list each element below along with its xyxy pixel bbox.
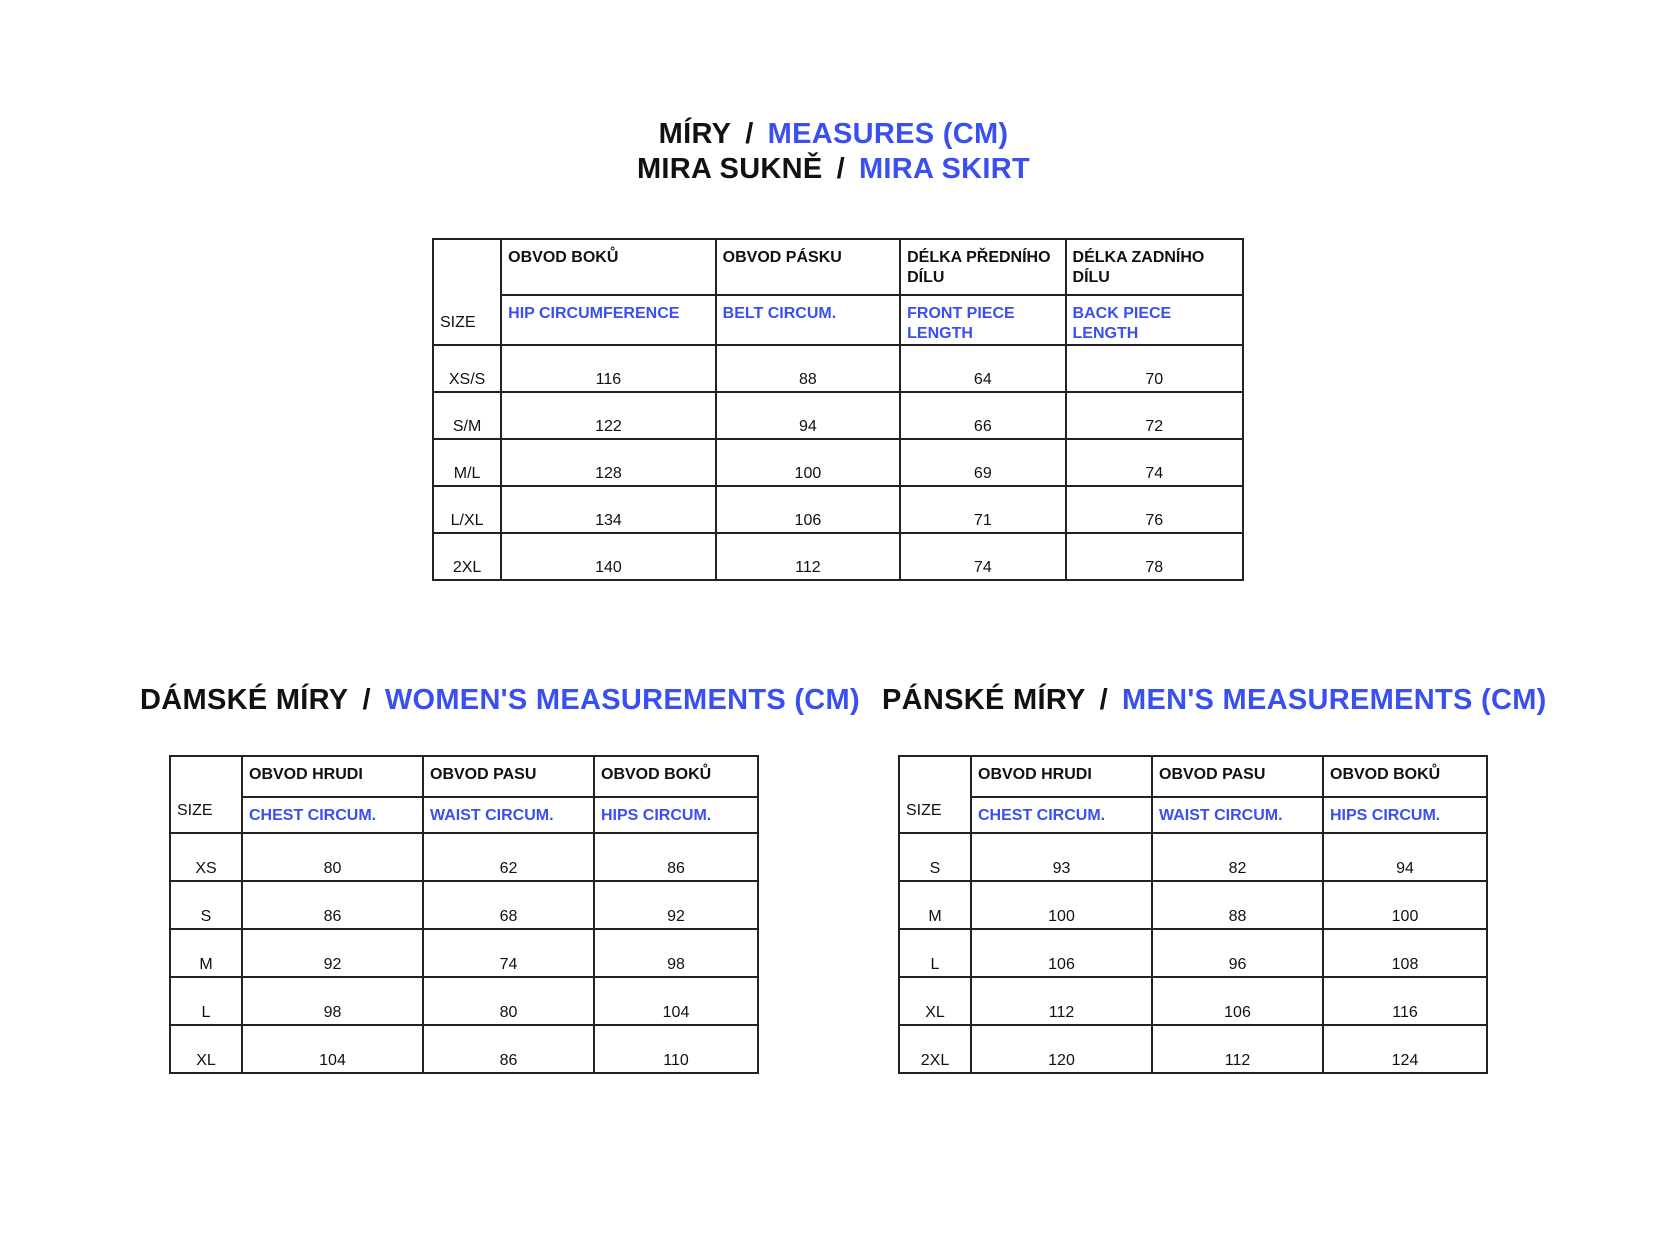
column-header-cz: OBVOD PASU — [423, 756, 594, 797]
value-cell: 94 — [1323, 833, 1487, 881]
table-header-row — [899, 797, 1487, 833]
title-separator: / — [362, 684, 371, 716]
value-cell: 93 — [971, 833, 1152, 881]
size-cell: XS/S — [433, 345, 501, 392]
main-title — [0, 117, 1667, 187]
value-cell: 69 — [900, 439, 1065, 486]
men-title-cz: PÁNSKÉ MÍRY — [882, 684, 1086, 716]
size-cell: M — [170, 929, 242, 977]
value-cell: 106 — [971, 929, 1152, 977]
table-header-row — [170, 756, 758, 797]
size-header: SIZE — [433, 239, 501, 345]
value-cell: 68 — [423, 881, 594, 929]
value-cell: 104 — [242, 1025, 423, 1073]
men-size-table — [898, 755, 1488, 1074]
size-cell: L/XL — [433, 486, 501, 533]
column-header-cz: OBVOD BOKŮ — [594, 756, 758, 797]
size-cell: L — [899, 929, 971, 977]
value-cell: 74 — [423, 929, 594, 977]
column-header-en: BELT CIRCUM. — [716, 295, 900, 345]
women-title-en: WOMEN'S MEASUREMENTS (CM) — [384, 684, 860, 716]
value-cell: 92 — [242, 929, 423, 977]
value-cell: 76 — [1066, 486, 1243, 533]
size-cell: M — [899, 881, 971, 929]
value-cell: 120 — [971, 1025, 1152, 1073]
column-header-cz: OBVOD PÁSKU — [716, 239, 900, 295]
value-cell: 78 — [1066, 533, 1243, 580]
table-row — [433, 345, 1243, 392]
value-cell: 64 — [900, 345, 1065, 392]
size-cell: XS — [170, 833, 242, 881]
title-separator: / — [745, 118, 754, 150]
value-cell: 82 — [1152, 833, 1323, 881]
value-cell: 112 — [716, 533, 900, 580]
women-size-table — [169, 755, 759, 1074]
value-cell: 74 — [1066, 439, 1243, 486]
table-row — [433, 392, 1243, 439]
table-row — [899, 833, 1487, 881]
value-cell: 116 — [1323, 977, 1487, 1025]
value-cell: 62 — [423, 833, 594, 881]
value-cell: 108 — [1323, 929, 1487, 977]
value-cell: 140 — [501, 533, 716, 580]
table-header-row — [433, 239, 1243, 295]
value-cell: 74 — [900, 533, 1065, 580]
table-row — [433, 439, 1243, 486]
men-title-en: MEN'S MEASUREMENTS (CM) — [1122, 684, 1547, 716]
value-cell: 66 — [900, 392, 1065, 439]
value-cell: 88 — [1152, 881, 1323, 929]
value-cell: 128 — [501, 439, 716, 486]
value-cell: 122 — [501, 392, 716, 439]
size-cell: M/L — [433, 439, 501, 486]
table-header-row — [170, 797, 758, 833]
value-cell: 96 — [1152, 929, 1323, 977]
value-cell: 80 — [242, 833, 423, 881]
title-product-cz: MIRA SUKNĚ — [636, 153, 823, 185]
value-cell: 92 — [594, 881, 758, 929]
table-header-row — [433, 295, 1243, 345]
value-cell: 134 — [501, 486, 716, 533]
column-header-cz: OBVOD PASU — [1152, 756, 1323, 797]
column-header-cz: OBVOD BOKŮ — [501, 239, 716, 295]
column-header-en: CHEST CIRCUM. — [242, 797, 423, 833]
value-cell: 80 — [423, 977, 594, 1025]
column-header-en: HIPS CIRCUM. — [594, 797, 758, 833]
value-cell: 106 — [1152, 977, 1323, 1025]
size-header: SIZE — [899, 756, 971, 833]
value-cell: 70 — [1066, 345, 1243, 392]
size-cell: S — [899, 833, 971, 881]
column-header-en: CHEST CIRCUM. — [971, 797, 1152, 833]
table-row — [170, 1025, 758, 1073]
table-header-row — [899, 756, 1487, 797]
women-title-cz: DÁMSKÉ MÍRY — [140, 684, 349, 716]
title-line-1 — [0, 117, 1667, 152]
table-row — [433, 533, 1243, 580]
table-row — [170, 881, 758, 929]
value-cell: 112 — [971, 977, 1152, 1025]
size-cell: 2XL — [899, 1025, 971, 1073]
table-row — [899, 929, 1487, 977]
skirt-size-table — [432, 238, 1244, 581]
size-cell: S/M — [433, 392, 501, 439]
title-separator: / — [836, 153, 845, 185]
column-header-en: HIPS CIRCUM. — [1323, 797, 1487, 833]
value-cell: 98 — [594, 929, 758, 977]
table-row — [170, 833, 758, 881]
title-measures-en: MEASURES (CM) — [767, 118, 1009, 150]
column-header-cz: DÉLKA PŘEDNÍHO DÍLU — [900, 239, 1065, 295]
size-cell: XL — [170, 1025, 242, 1073]
column-header-cz: OBVOD HRUDI — [242, 756, 423, 797]
table-row — [899, 977, 1487, 1025]
value-cell: 100 — [1323, 881, 1487, 929]
value-cell: 86 — [242, 881, 423, 929]
size-header: SIZE — [170, 756, 242, 833]
value-cell: 71 — [900, 486, 1065, 533]
table-row — [899, 1025, 1487, 1073]
column-header-en: HIP CIRCUMFERENCE — [501, 295, 716, 345]
value-cell: 110 — [594, 1025, 758, 1073]
title-measures-cz: MÍRY — [658, 118, 732, 150]
men-section-title — [882, 683, 1547, 718]
value-cell: 112 — [1152, 1025, 1323, 1073]
table-row — [170, 929, 758, 977]
value-cell: 106 — [716, 486, 900, 533]
table-row — [170, 977, 758, 1025]
column-header-cz: OBVOD BOKŮ — [1323, 756, 1487, 797]
column-header-en: BACK PIECE LENGTH — [1066, 295, 1243, 345]
value-cell: 100 — [716, 439, 900, 486]
value-cell: 72 — [1066, 392, 1243, 439]
value-cell: 116 — [501, 345, 716, 392]
table-row — [433, 486, 1243, 533]
value-cell: 124 — [1323, 1025, 1487, 1073]
column-header-cz: DÉLKA ZADNÍHO DÍLU — [1066, 239, 1243, 295]
column-header-cz: OBVOD HRUDI — [971, 756, 1152, 797]
column-header-en: WAIST CIRCUM. — [1152, 797, 1323, 833]
table-row — [899, 881, 1487, 929]
size-cell: 2XL — [433, 533, 501, 580]
value-cell: 86 — [594, 833, 758, 881]
value-cell: 100 — [971, 881, 1152, 929]
value-cell: 86 — [423, 1025, 594, 1073]
title-separator: / — [1099, 684, 1108, 716]
title-line-2 — [0, 152, 1667, 187]
size-cell: XL — [899, 977, 971, 1025]
size-cell: S — [170, 881, 242, 929]
value-cell: 94 — [716, 392, 900, 439]
women-section-title — [140, 683, 860, 718]
size-cell: L — [170, 977, 242, 1025]
value-cell: 98 — [242, 977, 423, 1025]
value-cell: 88 — [716, 345, 900, 392]
column-header-en: FRONT PIECE LENGTH — [900, 295, 1065, 345]
title-product-en: MIRA SKIRT — [858, 153, 1031, 185]
value-cell: 104 — [594, 977, 758, 1025]
column-header-en: WAIST CIRCUM. — [423, 797, 594, 833]
